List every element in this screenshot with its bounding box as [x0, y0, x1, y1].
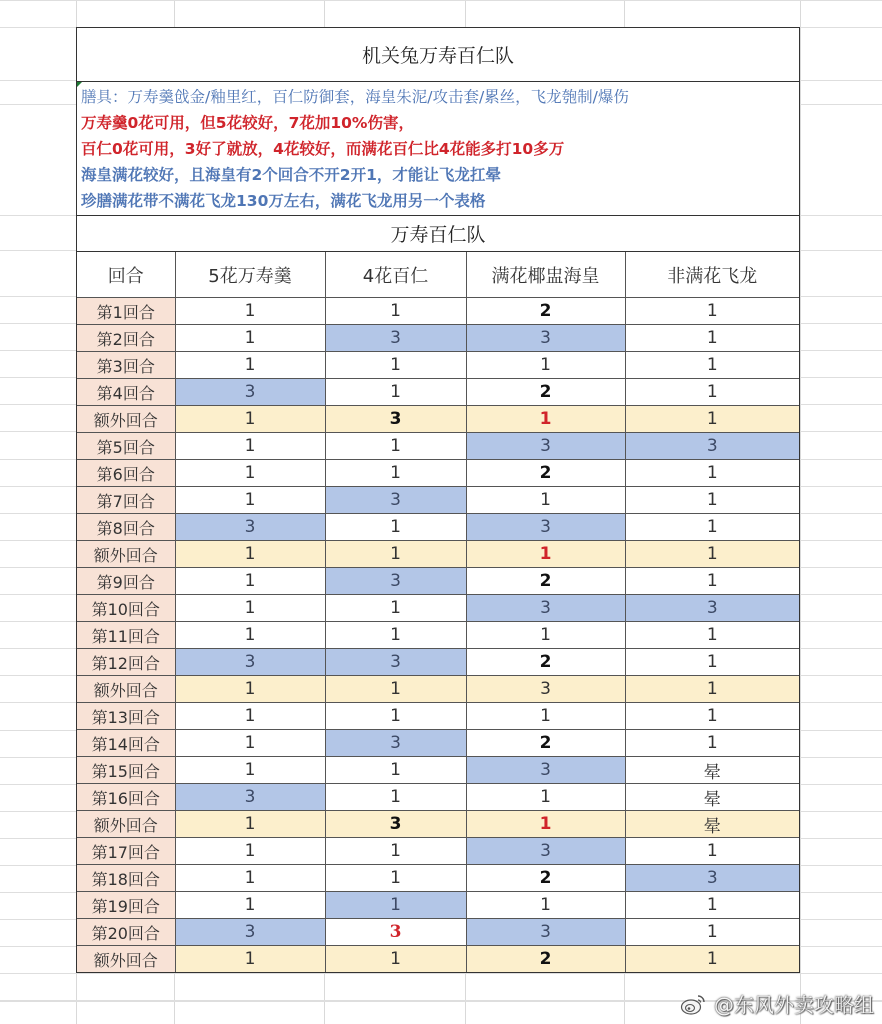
haihuang-cell[interactable]: 2 [466, 946, 625, 973]
wanshougeng-cell[interactable]: 3 [175, 514, 325, 541]
haihuang-cell[interactable]: 3 [466, 595, 625, 622]
extra-round-row [77, 811, 799, 838]
feilong-cell[interactable]: 1 [625, 919, 799, 946]
round-row [77, 784, 799, 811]
feilong-cell[interactable]: 1 [625, 649, 799, 676]
round-label[interactable]: 第8回合 [77, 514, 175, 541]
haihuang-cell[interactable]: 3 [466, 757, 625, 784]
wanshougeng-cell[interactable]: 1 [175, 406, 325, 433]
bairen-cell[interactable]: 1 [325, 595, 466, 622]
round-label[interactable]: 第4回合 [77, 379, 175, 406]
haihuang-cell[interactable]: 3 [466, 514, 625, 541]
team-subtitle[interactable]: 万寿百仁队 [77, 216, 799, 252]
round-row [77, 379, 799, 406]
grid-line [0, 973, 882, 974]
bairen-cell[interactable]: 1 [325, 865, 466, 892]
feilong-cell[interactable]: 1 [625, 730, 799, 757]
wanshougeng-cell[interactable]: 3 [175, 379, 325, 406]
bairen-cell[interactable]: 3 [325, 919, 466, 946]
feilong-cell[interactable]: 1 [625, 487, 799, 514]
wanshougeng-cell[interactable]: 1 [175, 730, 325, 757]
feilong-cell[interactable]: 1 [625, 514, 799, 541]
round-label[interactable]: 第20回合 [77, 919, 175, 946]
round-label[interactable]: 第17回合 [77, 838, 175, 865]
bairen-cell[interactable]: 1 [325, 541, 466, 568]
note-line: 万寿羹0花可用，但5花较好，7花加10%伤害， [81, 114, 414, 132]
bairen-cell[interactable]: 1 [325, 838, 466, 865]
feilong-cell[interactable]: 1 [625, 541, 799, 568]
feilong-cell[interactable]: 晕 [625, 811, 799, 838]
round-row [77, 325, 799, 352]
feilong-cell[interactable]: 晕 [625, 784, 799, 811]
weibo-icon [680, 992, 708, 1016]
round-label[interactable]: 第11回合 [77, 622, 175, 649]
haihuang-cell[interactable]: 2 [466, 298, 625, 325]
round-row [77, 298, 799, 325]
wanshougeng-cell[interactable]: 1 [175, 298, 325, 325]
haihuang-cell[interactable]: 2 [466, 649, 625, 676]
wanshougeng-cell[interactable]: 1 [175, 433, 325, 460]
rotation-table [77, 252, 799, 972]
round-row [77, 838, 799, 865]
wanshougeng-cell[interactable]: 1 [175, 757, 325, 784]
round-label[interactable]: 第16回合 [77, 784, 175, 811]
bairen-cell[interactable]: 3 [325, 406, 466, 433]
haihuang-cell[interactable]: 1 [466, 892, 625, 919]
round-label[interactable]: 第2回合 [77, 325, 175, 352]
bairen-cell[interactable]: 1 [325, 460, 466, 487]
round-label[interactable]: 第1回合 [77, 298, 175, 325]
note-line: 珍膳满花带不满花飞龙130万左右，满花飞龙用另一个表格 [81, 192, 486, 210]
bairen-cell[interactable]: 3 [325, 649, 466, 676]
bairen-cell[interactable]: 1 [325, 946, 466, 973]
haihuang-cell[interactable]: 2 [466, 379, 625, 406]
haihuang-cell[interactable]: 2 [466, 568, 625, 595]
grid-line [800, 0, 801, 1024]
round-row [77, 649, 799, 676]
round-row [77, 433, 799, 460]
wanshougeng-cell[interactable]: 1 [175, 892, 325, 919]
cell-comment-marker-icon [77, 82, 82, 87]
extra-round-row [77, 406, 799, 433]
bairen-cell[interactable]: 1 [325, 892, 466, 919]
haihuang-cell[interactable]: 3 [466, 433, 625, 460]
watermark [680, 989, 874, 1018]
extra-round-row [77, 541, 799, 568]
wanshougeng-cell[interactable]: 3 [175, 649, 325, 676]
haihuang-cell[interactable]: 1 [466, 487, 625, 514]
bairen-cell[interactable]: 1 [325, 352, 466, 379]
bairen-cell[interactable]: 1 [325, 433, 466, 460]
round-label[interactable]: 第18回合 [77, 865, 175, 892]
header-bairen[interactable]: 4花百仁 [325, 252, 466, 298]
feilong-cell[interactable]: 1 [625, 703, 799, 730]
wanshougeng-cell[interactable]: 1 [175, 487, 325, 514]
feilong-cell[interactable]: 1 [625, 379, 799, 406]
haihuang-cell[interactable]: 2 [466, 730, 625, 757]
extra-round-row [77, 676, 799, 703]
round-row [77, 595, 799, 622]
feilong-cell[interactable]: 3 [625, 865, 799, 892]
wanshougeng-cell[interactable]: 1 [175, 568, 325, 595]
bairen-cell[interactable]: 3 [325, 811, 466, 838]
haihuang-cell[interactable]: 1 [466, 622, 625, 649]
feilong-cell[interactable]: 1 [625, 352, 799, 379]
wanshougeng-cell[interactable]: 1 [175, 595, 325, 622]
wanshougeng-cell[interactable]: 1 [175, 676, 325, 703]
sheet-title[interactable]: 机关兔万寿百仁队 [77, 28, 799, 82]
wanshougeng-cell[interactable]: 3 [175, 919, 325, 946]
header-haihuang[interactable]: 满花椰盅海皇 [466, 252, 625, 298]
round-label[interactable]: 额外回合 [77, 946, 175, 973]
bairen-cell[interactable]: 3 [325, 730, 466, 757]
round-row [77, 730, 799, 757]
haihuang-cell[interactable]: 1 [466, 541, 625, 568]
header-row [77, 252, 799, 298]
round-label[interactable]: 额外回合 [77, 541, 175, 568]
round-row [77, 568, 799, 595]
wanshougeng-cell[interactable]: 3 [175, 784, 325, 811]
bairen-cell[interactable]: 1 [325, 757, 466, 784]
bairen-cell[interactable]: 1 [325, 784, 466, 811]
round-row [77, 514, 799, 541]
feilong-cell[interactable]: 晕 [625, 757, 799, 784]
round-label[interactable]: 额外回合 [77, 811, 175, 838]
strategy-sheet [76, 27, 800, 973]
feilong-cell[interactable]: 1 [625, 460, 799, 487]
round-row [77, 460, 799, 487]
round-label[interactable]: 额外回合 [77, 406, 175, 433]
bairen-cell[interactable]: 3 [325, 487, 466, 514]
haihuang-cell[interactable]: 3 [466, 919, 625, 946]
bairen-cell[interactable]: 1 [325, 514, 466, 541]
haihuang-cell[interactable]: 3 [466, 325, 625, 352]
wanshougeng-cell[interactable]: 1 [175, 946, 325, 973]
feilong-cell[interactable]: 1 [625, 676, 799, 703]
haihuang-cell[interactable]: 1 [466, 406, 625, 433]
round-label[interactable]: 第6回合 [77, 460, 175, 487]
round-row [77, 919, 799, 946]
note-line: 膳具：万寿羹戗金/釉里红，百仁防御套，海皇朱泥/攻击套/累丝，飞龙匏制/爆伤 [81, 88, 629, 106]
round-row [77, 892, 799, 919]
wanshougeng-cell[interactable]: 1 [175, 352, 325, 379]
round-row [77, 352, 799, 379]
round-label[interactable]: 第10回合 [77, 595, 175, 622]
note-line: 百仁0花可用，3好了就放，4花较好，而满花百仁比4花能多打10多万 [81, 140, 565, 158]
bairen-cell[interactable]: 1 [325, 676, 466, 703]
round-label[interactable]: 第13回合 [77, 703, 175, 730]
watermark-text: @东风外卖攻略组 [714, 993, 874, 1017]
header-feilong[interactable]: 非满花飞龙 [625, 252, 799, 298]
feilong-cell[interactable]: 1 [625, 298, 799, 325]
note-line: 海皇满花较好，且海皇有2个回合不开2开1，才能让飞龙扛晕 [81, 166, 501, 184]
notes-cell[interactable] [77, 82, 799, 216]
wanshougeng-cell[interactable]: 1 [175, 838, 325, 865]
haihuang-cell[interactable]: 3 [466, 838, 625, 865]
header-wanshougeng[interactable]: 5花万寿羹 [175, 252, 325, 298]
haihuang-cell[interactable]: 2 [466, 865, 625, 892]
haihuang-cell[interactable]: 1 [466, 811, 625, 838]
round-label[interactable]: 第12回合 [77, 649, 175, 676]
bairen-cell[interactable]: 3 [325, 325, 466, 352]
bairen-cell[interactable]: 1 [325, 379, 466, 406]
haihuang-cell[interactable]: 1 [466, 784, 625, 811]
feilong-cell[interactable]: 1 [625, 838, 799, 865]
feilong-cell[interactable]: 1 [625, 568, 799, 595]
haihuang-cell[interactable]: 1 [466, 703, 625, 730]
feilong-cell[interactable]: 1 [625, 622, 799, 649]
round-label[interactable]: 第7回合 [77, 487, 175, 514]
bairen-cell[interactable]: 3 [325, 568, 466, 595]
round-label[interactable]: 第19回合 [77, 892, 175, 919]
feilong-cell[interactable]: 3 [625, 595, 799, 622]
round-label[interactable]: 额外回合 [77, 676, 175, 703]
bairen-cell[interactable]: 1 [325, 703, 466, 730]
wanshougeng-cell[interactable]: 1 [175, 703, 325, 730]
grid-line [0, 0, 882, 1]
haihuang-cell[interactable]: 1 [466, 352, 625, 379]
wanshougeng-cell[interactable]: 1 [175, 811, 325, 838]
round-row [77, 703, 799, 730]
header-round[interactable]: 回合 [77, 252, 175, 298]
feilong-cell[interactable]: 1 [625, 406, 799, 433]
round-row [77, 757, 799, 784]
round-label[interactable]: 第14回合 [77, 730, 175, 757]
haihuang-cell[interactable]: 3 [466, 676, 625, 703]
wanshougeng-cell[interactable]: 1 [175, 460, 325, 487]
wanshougeng-cell[interactable]: 1 [175, 541, 325, 568]
round-label[interactable]: 第15回合 [77, 757, 175, 784]
feilong-cell[interactable]: 3 [625, 433, 799, 460]
bairen-cell[interactable]: 1 [325, 298, 466, 325]
round-label[interactable]: 第9回合 [77, 568, 175, 595]
bairen-cell[interactable]: 1 [325, 622, 466, 649]
feilong-cell[interactable]: 1 [625, 946, 799, 973]
round-label[interactable]: 第5回合 [77, 433, 175, 460]
round-row [77, 622, 799, 649]
round-row [77, 487, 799, 514]
wanshougeng-cell[interactable]: 1 [175, 622, 325, 649]
wanshougeng-cell[interactable]: 1 [175, 865, 325, 892]
round-label[interactable]: 第3回合 [77, 352, 175, 379]
extra-round-row [77, 946, 799, 973]
feilong-cell[interactable]: 1 [625, 892, 799, 919]
round-row [77, 865, 799, 892]
wanshougeng-cell[interactable]: 1 [175, 325, 325, 352]
haihuang-cell[interactable]: 2 [466, 460, 625, 487]
feilong-cell[interactable]: 1 [625, 325, 799, 352]
